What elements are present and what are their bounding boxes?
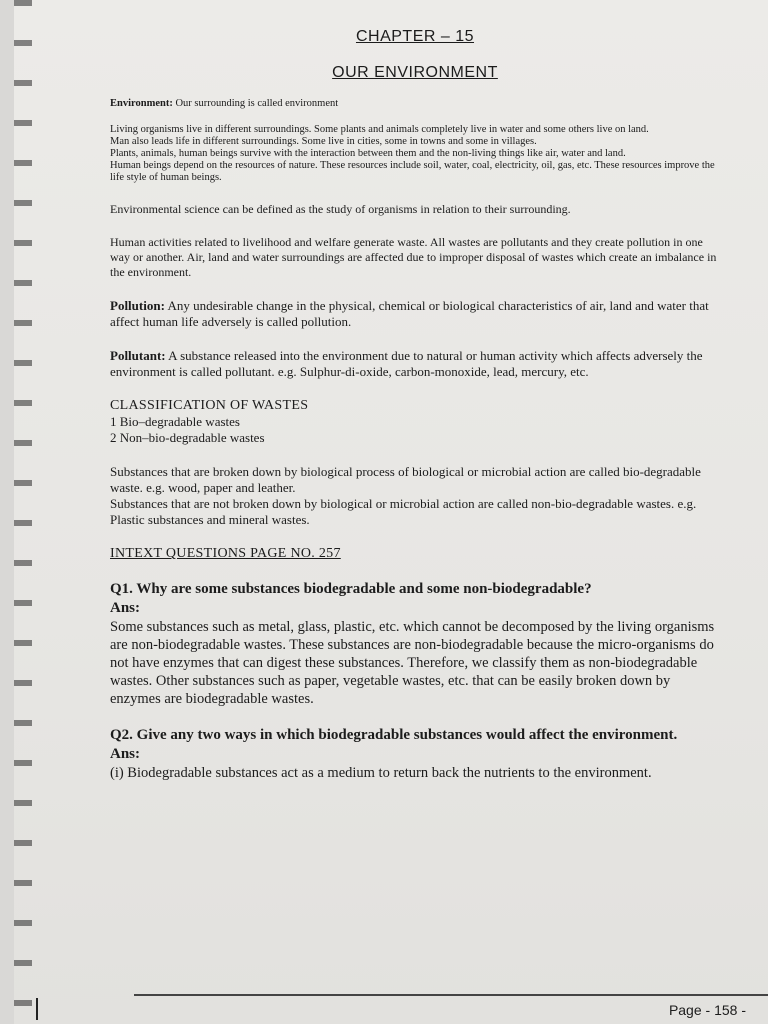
- para1-line2: Man also leads life in different surroundings. Some live in cities, some in towns and some in villages.: [110, 136, 537, 147]
- answer-1-label: Ans:: [110, 600, 141, 616]
- classification-heading: CLASSIFICATION OF WASTES: [110, 398, 309, 413]
- classification-item-1: 1 Bio–degradable wastes: [110, 414, 240, 429]
- answer-2-point-1: (i) Biodegradable substances act as a medium to return back the nutrients to the environment.: [110, 765, 652, 781]
- spiral-binding: [14, 0, 32, 1024]
- para2: Environmental science can be defined as the study of organisms in relation to their surrounding.: [110, 202, 571, 216]
- margin-mark: [36, 998, 38, 1020]
- intext-questions-heading: INTEXT QUESTIONS PAGE NO. 257: [110, 546, 341, 561]
- environment-definition: Environment: Our surrounding is called environment: [110, 98, 339, 109]
- page-number: Page - 158 -: [668, 1002, 746, 1018]
- classification-item-2: 2 Non–bio-degradable wastes: [110, 430, 265, 445]
- footer-rule: [134, 994, 768, 996]
- page-content: [110, 28, 720, 782]
- chapter-heading: CHAPTER – 15: [355, 28, 475, 45]
- question-2: Q2. Give any two ways in which biodegradable substances would affect the environment.: [110, 727, 678, 743]
- answer-1: Some substances such as metal, glass, plastic, etc. which cannot be decomposed by the living organisms are non-biodegradable wastes. These substances are non-biodegradable because the micro-organisms do not have enzymes that can digest these substances. Therefore, we classify them as non-biodegradable wastes. Other substances such as paper, vegetable wastes, etc. that can be easily broken down by enzymes are biodegradable wastes.: [110, 619, 715, 707]
- para3: Human activities related to livelihood and welfare generate waste. All wastes are pollutants and they create pollution in one way or another. Air, land and water surroundings are affected due to improper disposal of wastes which create an imbalance in the environment.: [110, 235, 717, 279]
- para1-line4: Human beings depend on the resources of nature. These resources include soil, water, coal, electricity, oil, gas, etc. These resources improve the life style of human beings.: [110, 160, 715, 183]
- para4-line1: Substances that are broken down by biological process of biological or microbial action are called bio-degradable waste. e.g. wood, paper and leather.: [110, 464, 701, 495]
- pollution-definition: Pollution: Any undesirable change in the physical, chemical or biological characteristics of air, land and water that affect human life adversely is called pollution.: [110, 298, 709, 329]
- para4-line2: Substances that are not broken down by biological or microbial action are called non-bio-degradable wastes. e.g. Plastic substances and mineral wastes.: [110, 496, 697, 527]
- document-page: [14, 0, 768, 1024]
- answer-2-label: Ans:: [110, 746, 141, 762]
- para1-line3: Plants, animals, human beings survive with the interaction between them and the non-living things like air, water and land.: [110, 148, 626, 159]
- question-1: Q1. Why are some substances biodegradable and some non-biodegradable?: [110, 581, 592, 597]
- pollutant-definition: Pollutant: A substance released into the environment due to natural or human activity which affects adversely the environment is called pollutant. e.g. Sulphur-di-oxide, carbon-monoxide, lead, mercury, etc.: [110, 348, 703, 379]
- chapter-title: OUR ENVIRONMENT: [332, 64, 498, 81]
- para1-line1: Living organisms live in different surroundings. Some plants and animals completely live in water and some others live on land.: [110, 124, 649, 135]
